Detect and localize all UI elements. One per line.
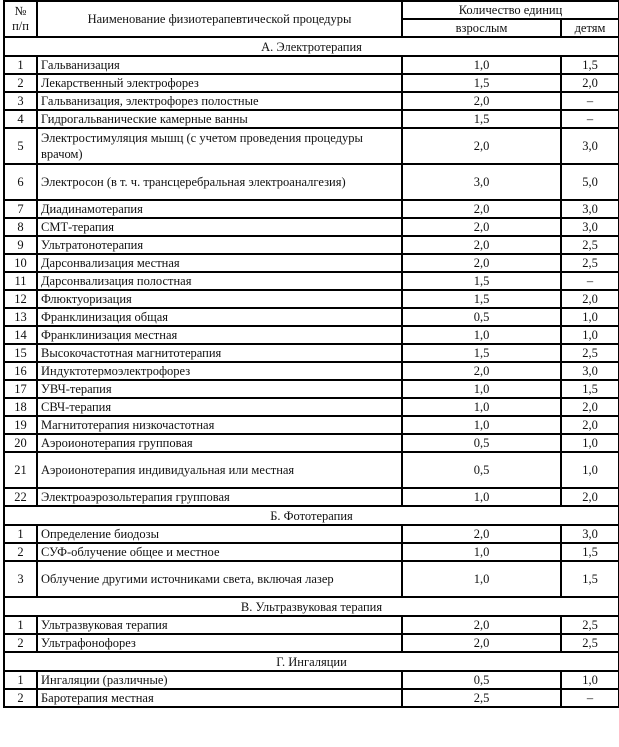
child-units: 3,0 (561, 525, 619, 543)
child-units: 2,0 (561, 398, 619, 416)
procedure-name: Лекарственный электрофорез (37, 74, 402, 92)
row-number: 22 (4, 488, 37, 506)
row-number: 10 (4, 254, 37, 272)
child-units: 1,5 (561, 561, 619, 597)
table-row (4, 452, 619, 488)
child-units: 1,0 (561, 434, 619, 452)
row-number: 5 (4, 128, 37, 164)
procedure-name: УВЧ-терапия (37, 380, 402, 398)
row-number: 1 (4, 56, 37, 74)
row-number: 1 (4, 671, 37, 689)
header-children: детям (561, 19, 619, 37)
row-number: 1 (4, 525, 37, 543)
row-number: 2 (4, 689, 37, 707)
table-row (4, 254, 619, 272)
row-number: 6 (4, 164, 37, 200)
table-row (4, 344, 619, 362)
table-body (4, 37, 619, 707)
row-number: 3 (4, 561, 37, 597)
adult-units: 1,5 (402, 74, 561, 92)
table-row (4, 272, 619, 290)
procedure-name: Аэроионотерапия групповая (37, 434, 402, 452)
procedures-table (3, 0, 619, 708)
row-number: 20 (4, 434, 37, 452)
section-header-row (4, 597, 619, 616)
procedure-name: Флюктуоризация (37, 290, 402, 308)
header-number-line2: п/п (12, 19, 29, 33)
section-header-row (4, 506, 619, 525)
procedure-name: Дарсонвализация полостная (37, 272, 402, 290)
table-row (4, 380, 619, 398)
adult-units: 1,0 (402, 543, 561, 561)
child-units: 3,0 (561, 362, 619, 380)
adult-units: 2,0 (402, 362, 561, 380)
row-number: 21 (4, 452, 37, 488)
table-row (4, 543, 619, 561)
row-number: 12 (4, 290, 37, 308)
row-number: 3 (4, 92, 37, 110)
table-row (4, 671, 619, 689)
adult-units: 2,0 (402, 200, 561, 218)
procedure-name: Ингаляции (различные) (37, 671, 402, 689)
adult-units: 2,0 (402, 236, 561, 254)
table-row (4, 434, 619, 452)
header-units: Количество единиц (402, 1, 619, 19)
table-row (4, 110, 619, 128)
child-units: 2,5 (561, 616, 619, 634)
adult-units: 1,0 (402, 380, 561, 398)
adult-units: 1,5 (402, 290, 561, 308)
table-row (4, 236, 619, 254)
procedure-name: Определение биодозы (37, 525, 402, 543)
procedure-name: Диадинамотерапия (37, 200, 402, 218)
table-row (4, 416, 619, 434)
child-units: 2,5 (561, 634, 619, 652)
procedure-name: Электросон (в т. ч. трансцеребральная электроаналгезия) (37, 164, 402, 200)
child-units: 2,0 (561, 290, 619, 308)
procedure-name: Облучение другими источниками света, включая лазер (37, 561, 402, 597)
row-number: 2 (4, 543, 37, 561)
row-number: 8 (4, 218, 37, 236)
child-units: 2,5 (561, 236, 619, 254)
adult-units: 1,5 (402, 110, 561, 128)
row-number: 19 (4, 416, 37, 434)
row-number: 11 (4, 272, 37, 290)
adult-units: 2,0 (402, 128, 561, 164)
row-number: 2 (4, 74, 37, 92)
procedure-name: Индуктотермоэлектрофорез (37, 362, 402, 380)
adult-units: 1,5 (402, 344, 561, 362)
child-units: 1,5 (561, 543, 619, 561)
procedure-name: СМТ-терапия (37, 218, 402, 236)
table-row (4, 164, 619, 200)
table-row (4, 362, 619, 380)
table-row (4, 92, 619, 110)
child-units: 1,0 (561, 326, 619, 344)
adult-units: 0,5 (402, 671, 561, 689)
table-row (4, 634, 619, 652)
row-number: 14 (4, 326, 37, 344)
section-header-row (4, 652, 619, 671)
procedure-name: Франклинизация местная (37, 326, 402, 344)
procedure-name: Баротерапия местная (37, 689, 402, 707)
row-number: 9 (4, 236, 37, 254)
procedure-name: СУФ-облучение общее и местное (37, 543, 402, 561)
row-number: 15 (4, 344, 37, 362)
adult-units: 2,5 (402, 689, 561, 707)
child-units: 5,0 (561, 164, 619, 200)
child-units: 2,5 (561, 344, 619, 362)
procedure-name: Высокочастотная магнитотерапия (37, 344, 402, 362)
row-number: 7 (4, 200, 37, 218)
section-title: Б. Фототерапия (4, 506, 619, 525)
table-row (4, 525, 619, 543)
row-number: 4 (4, 110, 37, 128)
adult-units: 2,0 (402, 218, 561, 236)
procedure-name: Дарсонвализация местная (37, 254, 402, 272)
table-row (4, 74, 619, 92)
table-row (4, 689, 619, 707)
row-number: 18 (4, 398, 37, 416)
procedure-name: Гидрогальванические камерные ванны (37, 110, 402, 128)
child-units: 1,5 (561, 380, 619, 398)
child-units: – (561, 272, 619, 290)
table-row (4, 218, 619, 236)
child-units: 3,0 (561, 218, 619, 236)
procedure-name: Электроаэрозольтерапия групповая (37, 488, 402, 506)
adult-units: 1,0 (402, 398, 561, 416)
section-title: А. Электротерапия (4, 37, 619, 56)
table-row (4, 616, 619, 634)
child-units: 2,0 (561, 74, 619, 92)
row-number: 16 (4, 362, 37, 380)
child-units: 1,0 (561, 452, 619, 488)
procedure-name: Гальванизация, электрофорез полостные (37, 92, 402, 110)
adult-units: 2,0 (402, 616, 561, 634)
adult-units: 2,0 (402, 254, 561, 272)
section-header-row (4, 37, 619, 56)
child-units: 1,0 (561, 671, 619, 689)
table-row (4, 308, 619, 326)
child-units: – (561, 92, 619, 110)
adult-units: 1,0 (402, 56, 561, 74)
procedure-name: Магнитотерапия низкочастотная (37, 416, 402, 434)
procedure-name: Ультратонотерапия (37, 236, 402, 254)
child-units: 2,5 (561, 254, 619, 272)
child-units: – (561, 110, 619, 128)
child-units: 2,0 (561, 416, 619, 434)
table-row (4, 200, 619, 218)
procedure-name: Гальванизация (37, 56, 402, 74)
child-units: 1,5 (561, 56, 619, 74)
row-number: 1 (4, 616, 37, 634)
adult-units: 2,0 (402, 525, 561, 543)
header-procedure-name: Наименование физиотерапевтической процедуры (37, 1, 402, 37)
adult-units: 0,5 (402, 452, 561, 488)
table-row (4, 128, 619, 164)
child-units: 2,0 (561, 488, 619, 506)
procedure-name: Франклинизация общая (37, 308, 402, 326)
adult-units: 1,0 (402, 488, 561, 506)
child-units: 1,0 (561, 308, 619, 326)
procedure-name: Электростимуляция мышц (с учетом проведения процедуры врачом) (37, 128, 402, 164)
adult-units: 2,0 (402, 634, 561, 652)
adult-units: 1,0 (402, 326, 561, 344)
adult-units: 1,0 (402, 416, 561, 434)
row-number: 17 (4, 380, 37, 398)
procedure-name: Ультрафонофорез (37, 634, 402, 652)
section-title: Г. Ингаляции (4, 652, 619, 671)
adult-units: 3,0 (402, 164, 561, 200)
table-row (4, 398, 619, 416)
procedure-name: Ультразвуковая терапия (37, 616, 402, 634)
adult-units: 1,0 (402, 561, 561, 597)
header-adults: взрослым (402, 19, 561, 37)
header-number-line1: № (14, 4, 27, 18)
table-row (4, 326, 619, 344)
adult-units: 2,0 (402, 92, 561, 110)
adult-units: 0,5 (402, 434, 561, 452)
table-row (4, 56, 619, 74)
child-units: – (561, 689, 619, 707)
adult-units: 1,5 (402, 272, 561, 290)
child-units: 3,0 (561, 128, 619, 164)
header-number (4, 1, 37, 37)
row-number: 13 (4, 308, 37, 326)
row-number: 2 (4, 634, 37, 652)
section-title: В. Ультразвуковая терапия (4, 597, 619, 616)
adult-units: 0,5 (402, 308, 561, 326)
table-row (4, 290, 619, 308)
procedure-name: Аэроионотерапия индивидуальная или местная (37, 452, 402, 488)
child-units: 3,0 (561, 200, 619, 218)
procedure-name: СВЧ-терапия (37, 398, 402, 416)
table-row (4, 488, 619, 506)
table-row (4, 561, 619, 597)
